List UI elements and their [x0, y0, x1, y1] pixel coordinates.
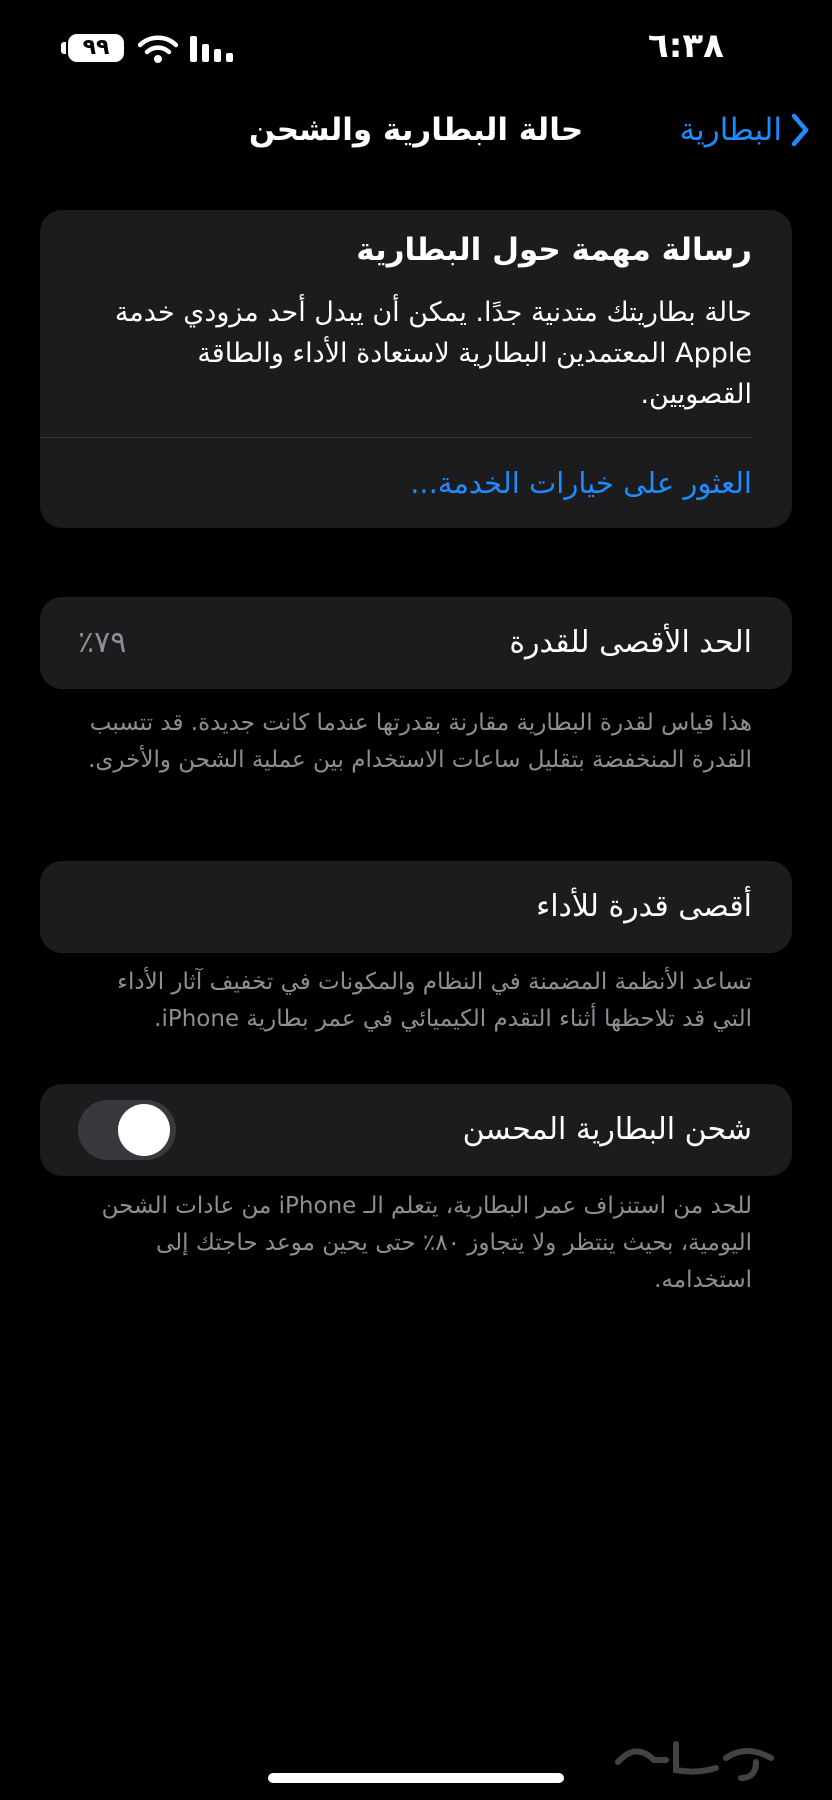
toggle-knob: [118, 1104, 170, 1156]
maximum-capacity-row: [40, 597, 792, 689]
battery-message-card: [40, 210, 792, 528]
optimized-charging-row: [40, 1084, 792, 1176]
back-button-label: البطارية: [679, 112, 782, 148]
peak-performance-footnote: تساعد الأنظمة المضمنة في النظام والمكونات في تخفيف آثار الأداء التي قد تلاحظها أثناء التقدم الكيميائي في عمر بطارية iPhone.: [117, 969, 752, 1032]
peak-performance-label: أقصى قدرة للأداء: [536, 889, 752, 924]
haraj-logo-watermark: [606, 1732, 786, 1784]
battery-message-title: رسالة مهمة حول البطارية: [356, 232, 752, 268]
optimized-charging-footnote: للحد من استنزاف عمر البطارية، يتعلم الـ iPhone من عادات الشحن اليومية، بحيث ينتظر ولا يتجاوز ٨٠٪ حتى يحين موعد حاجتك إلى استخدامه.: [101, 1193, 752, 1293]
page-title: حالة البطارية والشحن: [248, 112, 584, 148]
optimized-charging-toggle[interactable]: [78, 1100, 176, 1160]
divider: [40, 437, 752, 438]
battery-message-body: حالة بطاريتك متدنية جدًا. يمكن أن يبدل أحد مزودي خدمة Apple المعتمدين البطارية لاستعادة الأداء والطاقة القصويين.: [114, 297, 752, 410]
peak-performance-row: [40, 861, 792, 953]
find-service-options-link[interactable]: العثور على خيارات الخدمة...: [410, 466, 752, 500]
maximum-capacity-value: ٧٩٪: [78, 625, 127, 660]
maximum-capacity-footnote: هذا قياس لقدرة البطارية مقارنة بقدرتها عندما كانت جديدة. قد تتسبب القدرة المنخفضة بتقليل ساعات الاستخدام بين عملية الشحن والأخرى.: [88, 710, 752, 773]
status-time: ٦:٣٨: [648, 26, 724, 66]
cellular-signal-icon: [190, 36, 236, 62]
battery-indicator: ٩٩: [68, 34, 124, 62]
wifi-icon: [138, 34, 178, 64]
battery-nub: [61, 42, 66, 54]
maximum-capacity-label: الحد الأقصى للقدرة: [509, 625, 752, 660]
optimized-charging-label: شحن البطارية المحسن: [462, 1112, 752, 1147]
home-indicator[interactable]: [268, 1773, 564, 1783]
